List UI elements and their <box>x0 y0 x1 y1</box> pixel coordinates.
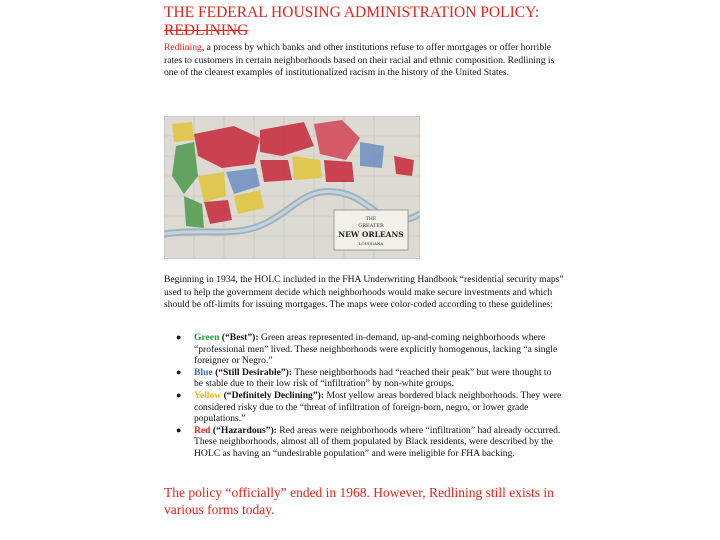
guideline-red <box>172 425 562 460</box>
guideline-text: Most yellow areas bordered black neighborhoods. They were considered risky due to the “threat of infiltration of foreign-born, negro, or lower grade populations.” <box>194 389 562 425</box>
guideline-yellow <box>172 390 562 425</box>
guideline-blue <box>172 367 562 390</box>
title-line-2: REDLINING <box>164 22 249 39</box>
guidelines-list <box>172 332 562 460</box>
bullet-icon: ● <box>176 332 182 342</box>
guideline-text: These neighborhoods had “reached their peak” but were thought to be stable due to their low risk of “infiltration” by non-white groups. <box>194 366 552 390</box>
redlining-map-image <box>164 116 420 259</box>
intro-term: Redlining <box>164 42 202 53</box>
guideline-text: Red areas were neighborhoods where “infiltration” had already occurred. These neighborhoods, almost all of them populated by Black residents, were described by the HOLC as having an “undesirable population” and were ineligible for FHA backing. <box>194 424 561 459</box>
guideline-green <box>172 332 562 367</box>
map-title-big: NEW ORLEANS <box>338 230 404 239</box>
guideline-grade: (“Best”): <box>219 332 259 343</box>
guideline-text: Green areas represented in-demand, up-and-coming neighborhoods where “professional men” lived. These neighborhoods were explicitly homogenous, lacking “a single foreigner or Negro.” <box>194 332 558 367</box>
bullet-icon: ● <box>176 389 182 400</box>
bullet-icon: ● <box>176 424 182 435</box>
title-line-1: THE FEDERAL HOUSING ADMINISTRATION POLICY: <box>164 4 540 21</box>
guideline-grade: (“Still Desirable”): <box>212 366 293 378</box>
closing-statement: The policy “officially” ended in 1968. However, Redlining still exists in various forms today. <box>164 485 554 517</box>
bullet-icon: ● <box>176 366 182 377</box>
map-title-mid: GREATER <box>358 223 384 229</box>
guideline-grade: (“Hazardous”): <box>210 424 277 436</box>
guideline-color-word: Green <box>194 332 220 343</box>
guideline-color-word: Blue <box>194 366 213 378</box>
intro-paragraph <box>164 42 564 80</box>
guideline-grade: (“Definitely Declining”): <box>221 389 325 401</box>
map-subtitle: LOUISIANA <box>358 241 384 246</box>
guideline-color-word: Yellow <box>194 389 222 401</box>
holc-paragraph: Beginning in 1934, the HOLC included in the FHA Underwriting Handbook “residential security maps” used to help the government decide which neighborhoods would make secure investments and which should be off-limits for issuing mortgages. The maps were color-coded according to these guidelines: <box>164 274 564 311</box>
page-title <box>164 4 584 40</box>
intro-text: , a process by which banks and other institutions refuse to offer mortgages or offer horrible rates to customers in certain neighborhoods based on their racial and ethnic composition. Redlining is one of the clearest examples of institutionalized racism in the history of the United States. <box>164 42 555 79</box>
map-title-small: THE <box>365 217 377 222</box>
guideline-color-word: Red <box>194 424 211 436</box>
